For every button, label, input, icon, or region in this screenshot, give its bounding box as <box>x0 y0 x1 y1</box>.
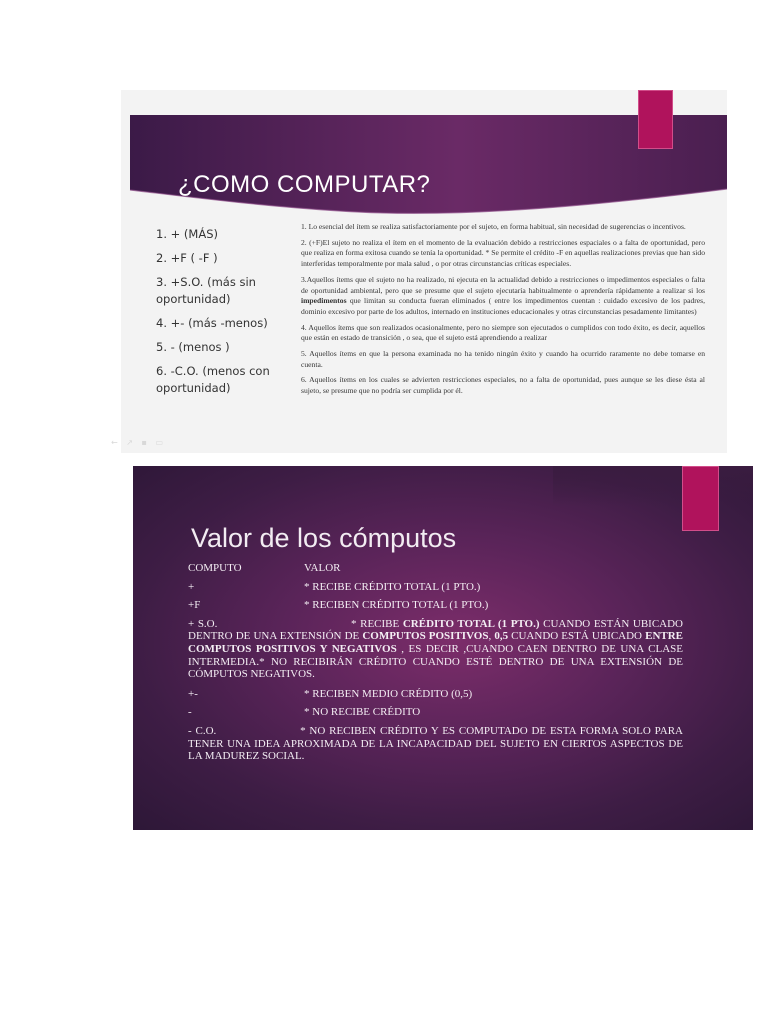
slide2-title: Valor de los cómputos <box>191 523 457 553</box>
table-row <box>188 581 683 594</box>
slide-valor-computos <box>133 466 753 830</box>
description-6: 6. Aquellos ítems en los cuales se advierten restricciones especiales, no a falta de oportunidad, pues aunque se les diese ésta al sujeto, se presume que no podría ser cumplida por él. <box>301 375 705 396</box>
descriptions <box>301 222 705 402</box>
slide-nav-icons[interactable]: ← ↗ ▪ ▭ <box>111 438 167 447</box>
computo-values <box>188 562 683 770</box>
list-item: 2. +F ( -F ) <box>156 251 218 265</box>
computo-symbol: - <box>188 706 192 719</box>
computo-symbol: + S.O. <box>188 617 218 630</box>
description-3-text-a: 3.Aquellos ítems que el sujeto no ha realizado, ni ejecuta en la actualidad debido a restricciones o impedimentos especiales o falta de oportunidad ambiental, pero que se presume que el sujeto ejecutaría habitualmente o aprendería rápidamente a realizar si los <box>301 274 705 295</box>
header-valor: VALOR <box>304 562 341 574</box>
computo-symbol: +F <box>188 599 201 612</box>
list-item: 5. - (menos ) <box>156 340 230 354</box>
table-row <box>188 706 683 719</box>
accent-tab <box>638 90 673 149</box>
list-item: 3. +S.O. (más sin oportunidad) <box>156 275 256 306</box>
description-4: 4. Aquellos ítems que son realizados ocasionalmente, pero no siempre son ejecutados o cumplidos con todo éxito, es decir, aquellos que están en estado de transición , o sea, que el sujeto está aprendiendo a realizar <box>301 322 705 343</box>
computo-value: * RECIBE CRÉDITO TOTAL (1 PTO.) <box>304 580 481 593</box>
so-bold-3: 0,5 <box>494 630 509 643</box>
so-bold-2: COMPUTOS POSITIVOS <box>362 630 489 643</box>
slide-como-computar <box>111 90 727 453</box>
computo-value: * NO RECIBE CRÉDITO <box>304 706 421 719</box>
so-bold-4: ENTRE COMPUTOS POSITIVOS Y NEGATIVOS <box>188 630 684 655</box>
description-3-text-b: que limitan su conducta fueran eliminados ( entre los impedimentos cuentan : cuidado excesivo de los padres, dominio excesivo por parte de los adultos, internado en instituciones educacionales y otras circunstancias pesadamente limitantes) <box>301 296 705 316</box>
header-computo: COMPUTO <box>188 562 242 574</box>
so-text-2: CUANDO ESTÁN UBICADO DENTRO DE UNA EXTENSIÓN DE <box>188 617 683 643</box>
description-3-bold: impedimentos <box>301 296 347 306</box>
co-text: * NO RECIBEN CRÉDITO Y ES COMPUTADO DE ESTA FORMA SOLO PARA TENER UNA IDEA APROXIMADA DE LA INCAPACIDAD DEL SUJETO EN CIERTOS ASPECTOS DE LA MADUREZ SOCIAL. <box>188 724 683 763</box>
list-item: 6. -C.O. (menos con oportunidad) <box>156 364 270 395</box>
so-text-4: CUANDO ESTÁ UBICADO <box>508 630 646 643</box>
table-row <box>188 688 683 701</box>
table-row <box>188 599 683 612</box>
list-item: 4. +- (más -menos) <box>156 316 268 330</box>
slide1-title: ¿COMO COMPUTAR? <box>178 171 431 198</box>
computo-value: * RECIBEN CRÉDITO TOTAL (1 PTO.) <box>304 599 489 612</box>
so-paragraph <box>188 618 683 681</box>
list-item: 1. + (MÁS) <box>156 227 218 241</box>
so-bold-1: CRÉDITO TOTAL (1 PTO.) <box>402 617 540 630</box>
so-text-1: * RECIBE <box>351 617 403 630</box>
computo-value: * RECIBEN MEDIO CRÉDITO (0,5) <box>304 687 473 700</box>
co-paragraph <box>188 725 683 763</box>
description-3 <box>301 275 705 318</box>
so-text-5: , ES DECIR ,CUANDO CAEN DENTRO DE UNA CLASE INTERMEDIA.* NO RECIBIRÁN CRÉDITO CUANDO ESTÉ DENTRO DE UNA EXTENSIÓN DE CÓMPUTOS NEGATIVOS. <box>188 642 684 681</box>
description-5: 5. Aquellos ítems en que la persona examinada no ha tenido ningún éxito y cuando ha ocurrido raramente no debe tomarse en cuenta. <box>301 349 705 369</box>
accent-tab <box>682 466 719 531</box>
description-1: 1. Lo esencial del ítem se realiza satisfactoriamente por el sujeto, en forma habitual, sin necesidad de sugerencias o incentivos. <box>301 222 686 231</box>
so-text-3: , <box>488 630 495 643</box>
computo-symbol: - C.O. <box>188 724 217 737</box>
corner-shade <box>553 466 753 506</box>
table-header <box>188 562 683 575</box>
computo-list <box>156 226 286 404</box>
computo-symbol: + <box>188 580 195 593</box>
computo-symbol: +- <box>188 687 198 700</box>
description-2: 2. (+F)El sujeto no realiza el ítem en el momento de la evaluación debido a restricciones espaciales o a falta de oportunidad, pero que realiza en forma exitosa cuando se tenía la oportunidad. * Se permite el crédito -F en aquellas realizaciones previas que han sido interferidas temporalmente por mala salud , o por otras circunstancias críticas especiales. <box>301 237 705 269</box>
